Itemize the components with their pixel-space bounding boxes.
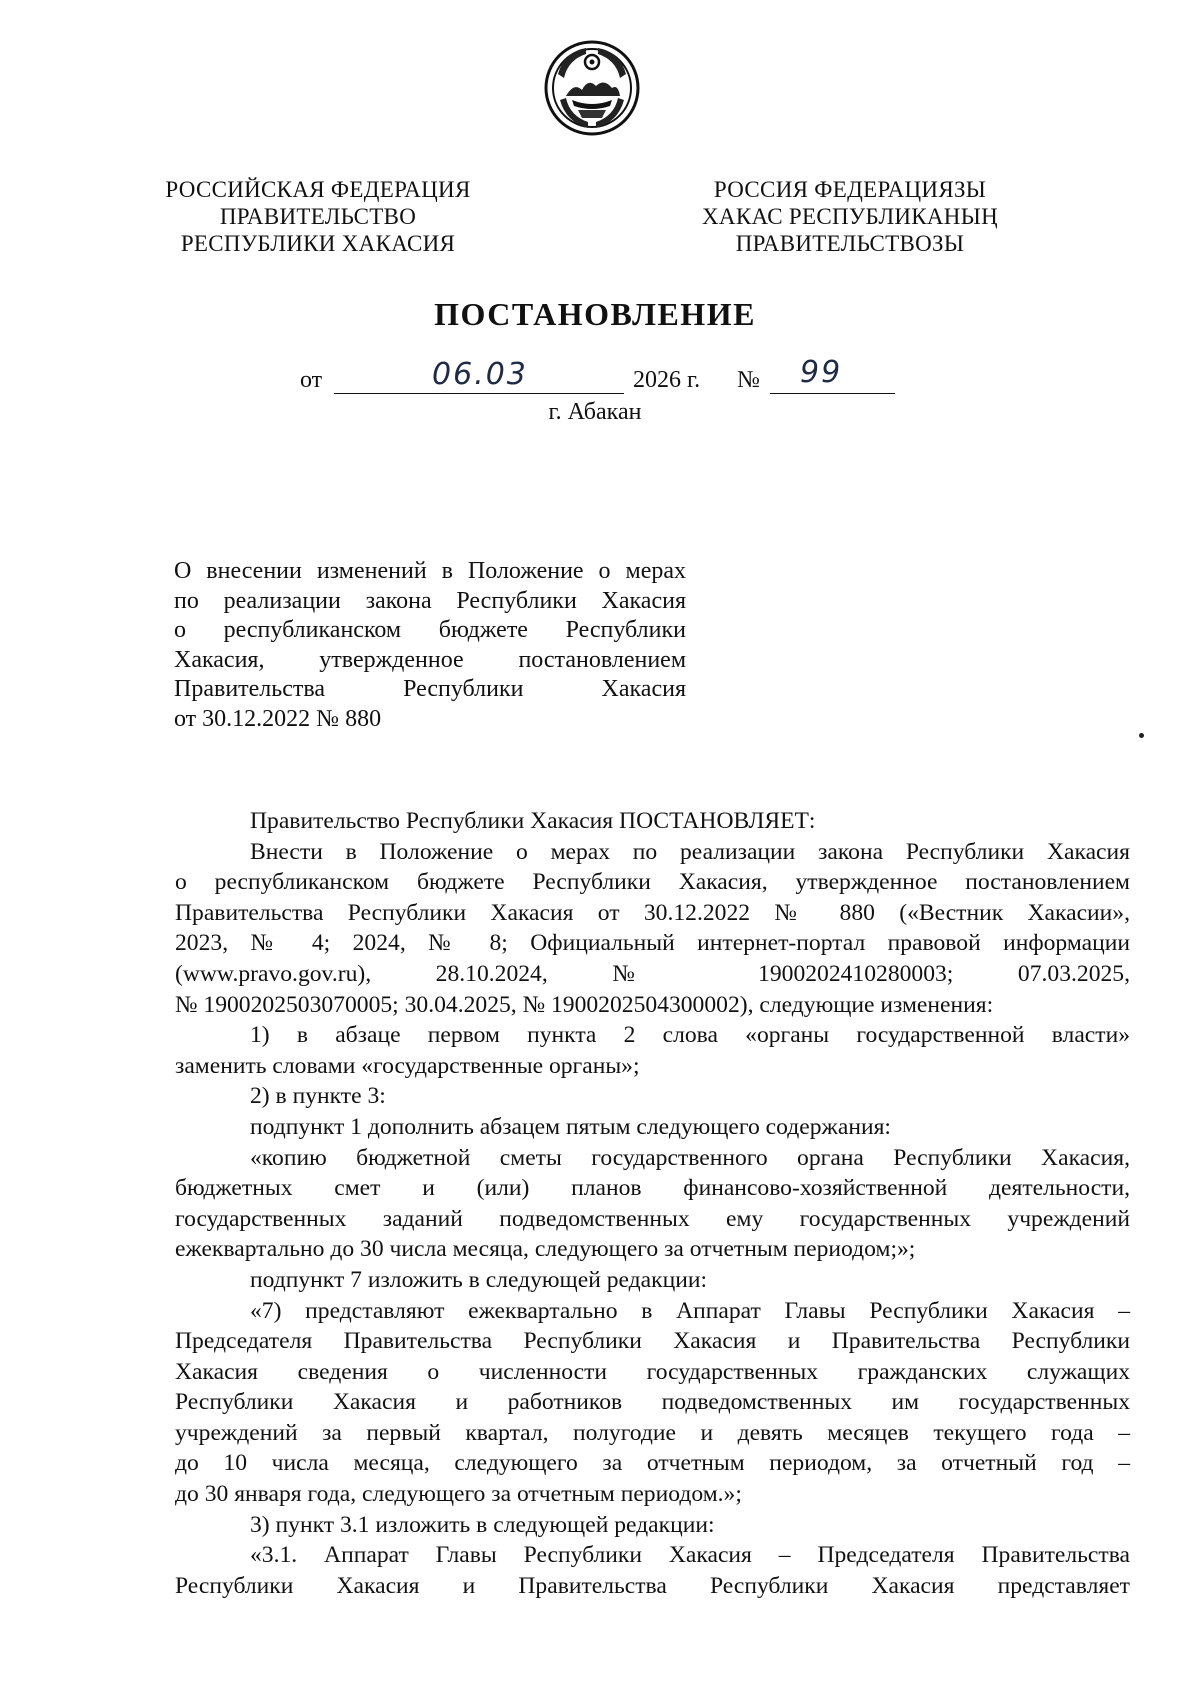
body-line: бюджетных смет и (или) планов финансово-хозяйственной деятельности, (175, 1175, 1130, 1202)
body-line: государственных заданий подведомственных ему государственных учреждений (175, 1205, 1130, 1232)
subject-line: Правительства Республики Хакасия (174, 676, 686, 703)
number-underline (770, 393, 895, 394)
body-line: Хакасия сведения о численности государственных гражданских служащих (175, 1358, 1130, 1385)
body-line: 1) в абзаце первом пункта 2 слова «органы государственной власти» (250, 1022, 1130, 1049)
resolution-subject (174, 557, 686, 735)
body-line: Правительства Республики Хакасия от 30.12.2022 № 880 («Вестник Хакасии», (175, 899, 1130, 926)
number-sign-label: № (737, 367, 760, 393)
body-line: до 30 января года, следующего за отчетным периодом.»; (175, 1481, 742, 1508)
body-line: Республики Хакасия и работников подведомственных им государственных (175, 1389, 1130, 1416)
header-left-line: ПРАВИТЕЛЬСТВО (219, 204, 417, 229)
body-line: до 10 числа месяца, следующего за отчетным периодом, за отчетный год – (175, 1450, 1130, 1477)
body-line: учреждений за первый квартал, полугодие и девять месяцев текущего года – (175, 1419, 1130, 1446)
document-type-title: ПОСТАНОВЛЕНИЕ (434, 296, 756, 332)
body-line: Правительство Республики Хакасия ПОСТАНОВЛЯЕТ: (250, 808, 816, 834)
header-right-line: ПРАВИТЕЛЬСТВОЗЫ (735, 231, 965, 256)
header-left-line: РЕСПУБЛИКИ ХАКАСИЯ (180, 231, 456, 256)
body-line: 2023, № 4; 2024, № 8; Официальный интернет-портал правовой информации (175, 930, 1130, 957)
scan-speck (1139, 733, 1144, 738)
body-line: «3.1. Аппарат Главы Республики Хакасия – Председателя Правительства (250, 1542, 1130, 1569)
date-underline (334, 393, 624, 394)
body-line: Внести в Положение о мерах по реализации закона Республики Хакасия (250, 838, 1130, 865)
body-line: «копию бюджетной сметы государственного органа Республики Хакасия, (250, 1144, 1130, 1171)
body-line: подпункт 1 дополнить абзацем пятым следующего содержания: (250, 1113, 891, 1140)
body-line: подпункт 7 изложить в следующей редакции: (250, 1266, 708, 1293)
subject-line: по реализации закона Республики Хакасия (174, 587, 686, 614)
body-line: 3) пункт 3.1 изложить в следующей редакции: (250, 1511, 715, 1538)
date-from-label: от (300, 367, 323, 393)
subject-line: Хакасия, утвержденное постановлением (174, 646, 686, 673)
handwritten-number: 99 (800, 355, 843, 390)
subject-line: О внесении изменений в Положение о мерах (174, 558, 686, 584)
body-line: № 1900202503070005; 30.04.2025, № 1900202504300002), следующие изменения: (175, 991, 994, 1018)
header-right-line: ХАКАС РЕСПУБЛИКАНЫҢ (702, 204, 998, 229)
header-left-authority (148, 176, 488, 257)
subject-line: о республиканском бюджете Республики (174, 617, 686, 644)
coat-of-arms-emblem (542, 38, 642, 138)
body-line: заменить словами «государственные органы»; (175, 1052, 640, 1079)
body-line: о республиканском бюджете Республики Хакасия, утвержденное постановлением (175, 869, 1130, 896)
body-line: Республики Хакасия и Правительства Республики Хакасия представляет (175, 1572, 1130, 1599)
subject-line: от 30.12.2022 № 880 (174, 705, 382, 732)
resolution-body (175, 806, 1130, 1601)
header-right-authority (680, 176, 1020, 257)
body-line: ежеквартально до 30 числа месяца, следующего за отчетным периодом;»; (175, 1236, 916, 1263)
header-right-line: РОССИЯ ФЕДЕРАЦИЯЗЫ (713, 177, 987, 202)
body-line: Председателя Правительства Республики Хакасия и Правительства Республики (175, 1328, 1130, 1355)
body-line: 2) в пункте 3: (250, 1083, 386, 1110)
handwritten-date: 06.03 (432, 357, 528, 392)
city-label: г. Абакан (548, 399, 642, 425)
body-line: (www.pravo.gov.ru), 28.10.2024, № 1900202410280003; 07.03.2025, (175, 960, 1130, 987)
header-left-line: РОССИЙСКАЯ ФЕДЕРАЦИЯ (165, 177, 471, 202)
body-line: «7) представляют ежеквартально в Аппарат Главы Республики Хакасия – (250, 1297, 1130, 1324)
year-label: 2026 г. (633, 367, 701, 393)
